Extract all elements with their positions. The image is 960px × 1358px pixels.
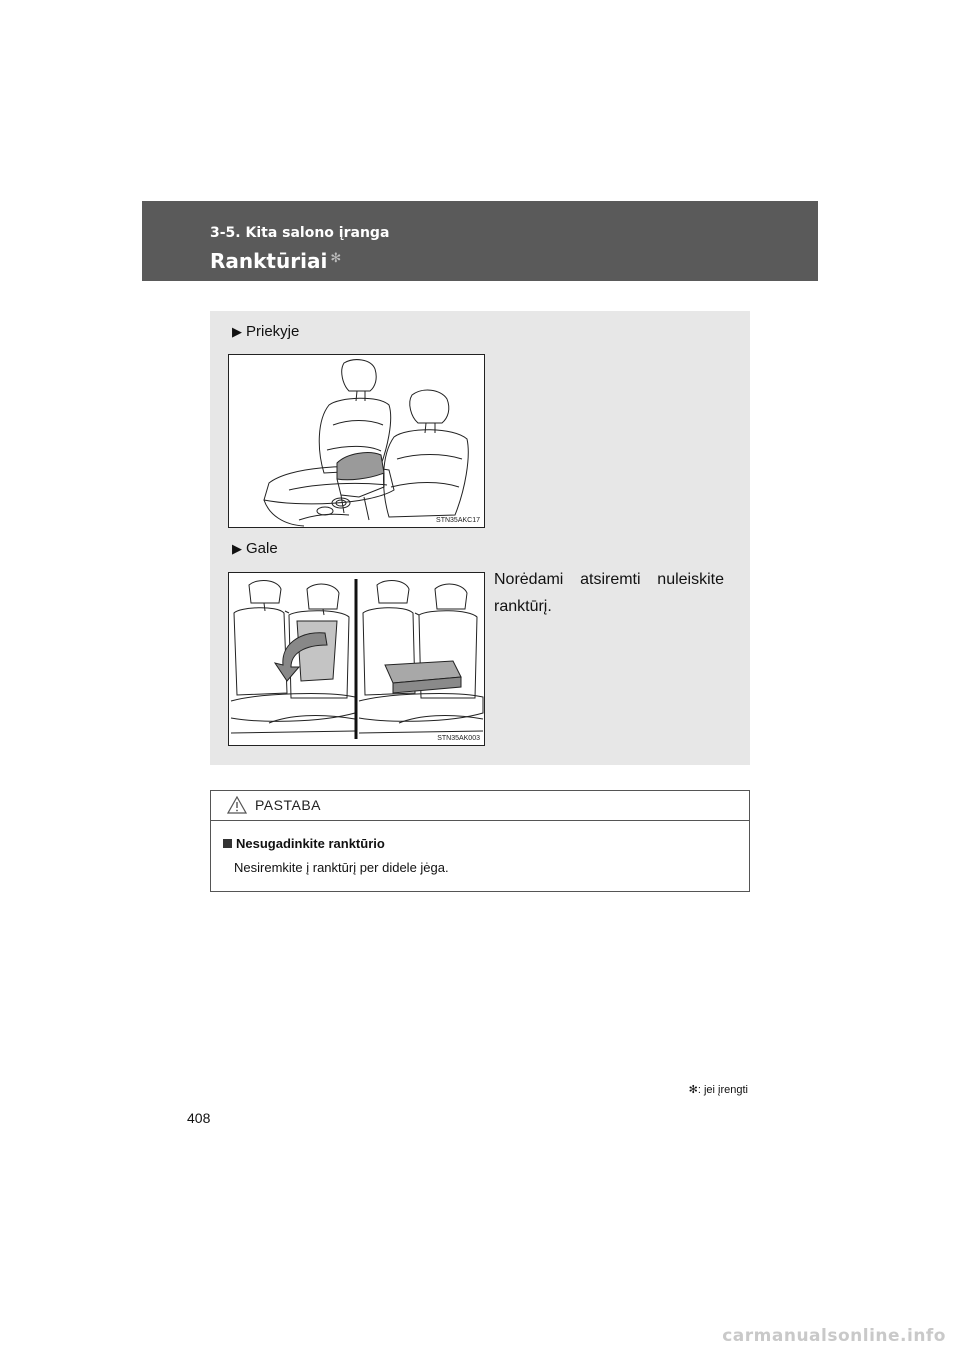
optional-equipment-marker: ✻: [330, 251, 342, 266]
notice-item-title: [223, 836, 385, 851]
front-figure-code: STN35AKC17: [436, 517, 480, 524]
footnote-text: : jei įrengti: [697, 1084, 748, 1096]
triangle-right-icon: ▶: [232, 323, 242, 339]
front-heading-text: Priekyje: [246, 323, 300, 340]
front-armrest-figure: [228, 354, 485, 528]
watermark: carmanualsonline.info: [722, 1326, 946, 1346]
notice-item-text: Nesiremkite į ranktūrį per didele jėga.: [234, 860, 449, 875]
notice-box: [210, 790, 750, 892]
page-number: 408: [187, 1110, 211, 1126]
rear-heading-text: Gale: [246, 540, 278, 557]
square-bullet-icon: [223, 839, 232, 848]
page-title-text: Ranktūriai: [210, 249, 328, 273]
rear-heading: [232, 540, 278, 557]
rear-seats-illustration: [229, 573, 484, 745]
rear-armrest-figure: [228, 572, 485, 746]
triangle-right-icon: ▶: [232, 540, 242, 556]
rear-figure-code: STN35AK003: [437, 735, 480, 742]
footnote-marker: ✻: [688, 1084, 698, 1096]
rear-description: Norėdami atsiremti nuleiskite ranktūrį.: [494, 571, 724, 615]
page-title: [210, 249, 341, 273]
notice-header: [211, 791, 749, 821]
front-heading: [232, 323, 299, 340]
section-label: 3-5. Kita salono įranga: [210, 225, 390, 241]
content-panel: [210, 311, 750, 765]
warning-icon: [227, 796, 247, 814]
front-seats-illustration: [229, 355, 484, 527]
header-band: [142, 201, 818, 281]
footnote: [689, 1083, 748, 1096]
notice-item-title-text: Nesugadinkite ranktūrio: [236, 836, 385, 851]
notice-title: PASTABA: [255, 797, 322, 813]
